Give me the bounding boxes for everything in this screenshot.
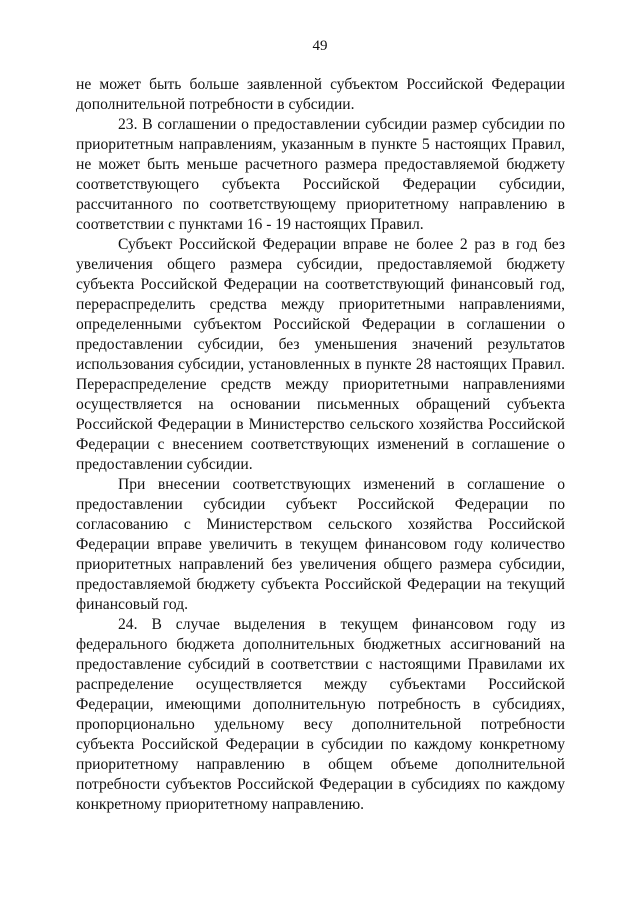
page-number: 49 bbox=[312, 38, 328, 54]
paragraph-clause-24: 24. В случае выделения в текущем финансовом году из федерального бюджета дополнительных бюджетных ассигнований на предоставление субсидий в соответствии с настоящими Правилами их распределение осуществляется между субъектами Российской Федерации, имеющими дополнительную потребность в субсидиях, пропорционально удельному весу дополнительной потребности субъекта Российской Федерации в субсидии по каждому конкретному приоритетному направлению в общем объеме дополнительной потребности субъектов Российской Федерации в субсидиях по каждому конкретному приоритетному направлению. bbox=[76, 616, 565, 813]
paragraph-redistribution: Субъект Российской Федерации вправе не более 2 раз в год без увеличения общего размера субсидии, предоставляемой бюджету субъекта Российской Федерации на соответствующий финансовый год, перераспределить средства между приоритетными направлениями, определенными субъектом Российской Федерации в соглашении о предоставлении субсидии, без уменьшения значений результатов использования субсидии, установленных в пункте 28 настоящих Правил. Перераспределение средств между приоритетными направлениями осуществляется на основании письменных обращений субъекта Российской Федерации в Министерство сельского хозяйства Российской Федерации с внесением соответствующих изменений в соглашение о предоставлении субсидии. bbox=[76, 236, 565, 473]
paragraph-continuation: не может быть больше заявленной субъектом Российской Федерации дополнительной потребности в субсидии. bbox=[76, 76, 565, 113]
paragraph-agreement-changes: При внесении соответствующих изменений в соглашение о предоставлении субсидии субъект Российской Федерации по согласованию с Министерством сельского хозяйства Российской Федерации вправе увеличить в текущем финансовом году количество приоритетных направлений без увеличения общего размера субсидии, предоставляемой бюджету субъекта Российской Федерации на текущий финансовый год. bbox=[76, 476, 565, 613]
document-body bbox=[76, 75, 565, 815]
paragraph-clause-23: 23. В соглашении о предоставлении субсидии размер субсидии по приоритетным направлениям, указанным в пункте 5 настоящих Правил, не может быть меньше расчетного размера предоставляемой бюджету соответствующего субъекта Российской Федерации субсидии, рассчитанного по соответствующему приоритетному направлению в соответствии с пунктами 16 - 19 настоящих Правил. bbox=[76, 116, 565, 233]
